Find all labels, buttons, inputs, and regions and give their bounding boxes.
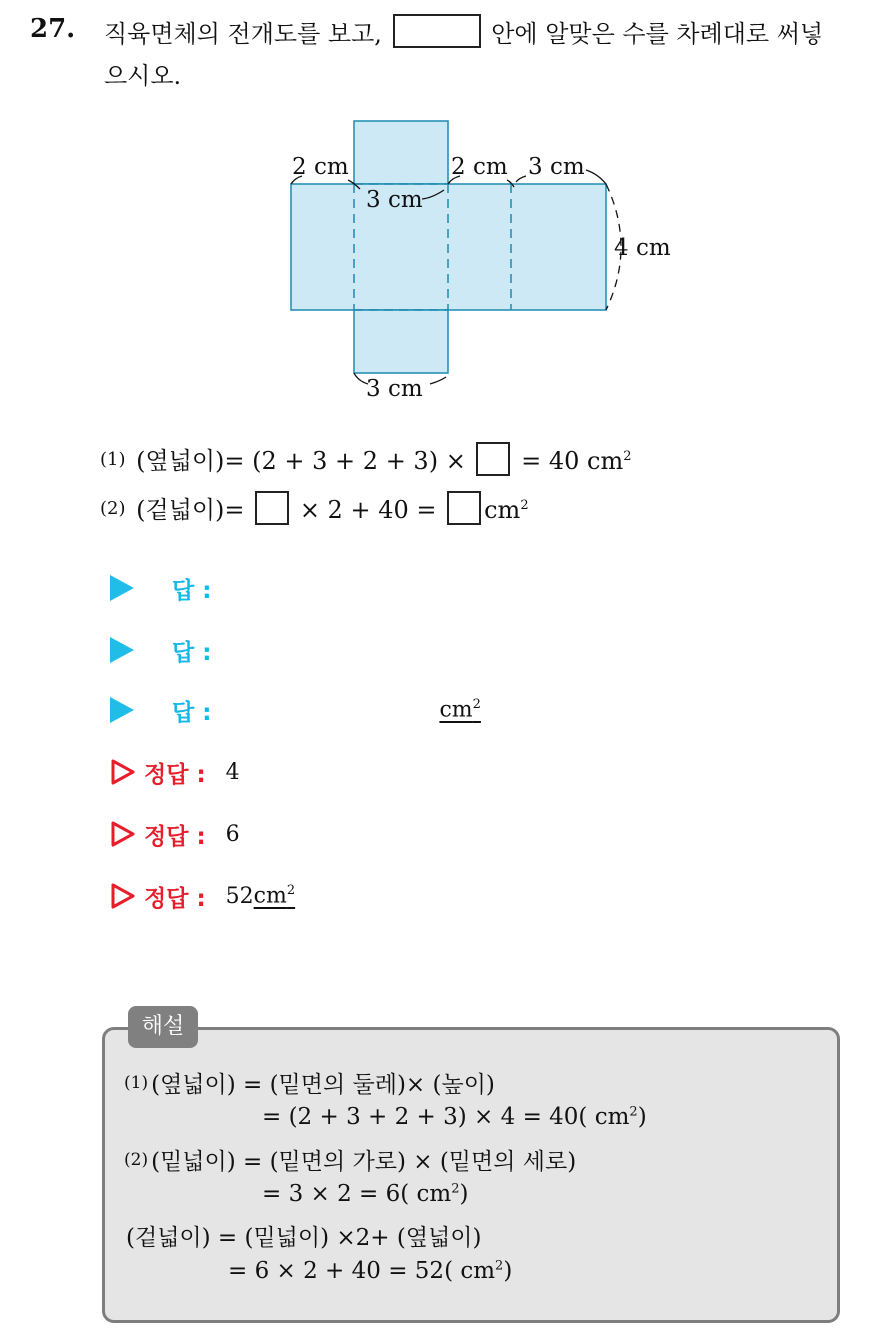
solution-label: 정답 :	[144, 761, 206, 788]
label-top-mid: 3 cm	[366, 187, 423, 213]
explanation-line-1: (1) (옆넓이) = (밑면의 둘레)× (높이)	[124, 1072, 495, 1098]
cuboid-net-figure	[270, 110, 690, 410]
label-top-left: 2 cm	[292, 154, 349, 180]
play-triangle-icon	[110, 697, 134, 723]
sub-question-2-text: (겉넓이)=	[136, 496, 245, 524]
answer-label: 답 :	[172, 699, 212, 726]
net-face-top	[354, 121, 448, 184]
question-text-part1: 직육면체의 전개도를 보고,	[104, 20, 382, 48]
answer-label: 답 :	[172, 639, 212, 666]
solution-unit: $cm^2$	[253, 883, 296, 909]
blank-box-icon	[476, 442, 510, 476]
solution-row-1	[110, 752, 240, 792]
label-right: 4 cm	[614, 235, 671, 261]
answer-unit: $cm^2$	[439, 697, 481, 723]
solution-value: 6	[225, 821, 240, 847]
question-number: 27.	[30, 14, 76, 44]
answer-row-2[interactable]	[110, 630, 211, 670]
sub-question-1-sup: 2	[623, 449, 632, 464]
explanation-tag: 해설	[128, 1006, 198, 1048]
sub-question-1-number: (1)	[100, 449, 126, 470]
sub-question-1-text: (옆넓이)= (2 + 3 + 2 + 3) ×	[136, 447, 466, 475]
outline-triangle-icon	[110, 759, 136, 785]
answer-label: 답 :	[172, 577, 212, 604]
solution-value: 4	[225, 759, 240, 785]
play-triangle-icon	[110, 637, 134, 663]
solution-row-3	[110, 876, 295, 916]
explanation-line-6: = 6 × 2 + 40 = 52( $cm^2$)	[228, 1258, 513, 1284]
question-text	[104, 14, 823, 49]
explanation-line-5: (겉넓이) = (밑넓이) ×2+ (옆넓이)	[126, 1225, 482, 1251]
explanation-line-3: (2) (밑넓이) = (밑면의 가로) × (밑면의 세로)	[124, 1149, 577, 1175]
blank-box-icon	[255, 491, 289, 525]
blank-box-icon	[447, 491, 481, 525]
label-bottom: 3 cm	[366, 376, 423, 402]
explanation-line-4: = 3 × 2 = 6( $cm^2$)	[262, 1181, 469, 1207]
solution-label: 정답 :	[144, 885, 206, 912]
question-text-line2: 으시오.	[104, 62, 182, 90]
answer-row-1[interactable]	[110, 568, 211, 608]
sub-question-2-unit: cm	[484, 496, 521, 524]
label-top-right2: 3 cm	[528, 154, 585, 180]
label-top-right1: 2 cm	[451, 154, 508, 180]
answer-row-3[interactable]	[110, 690, 481, 730]
solution-label: 정답 :	[144, 823, 206, 850]
outline-triangle-icon	[110, 883, 136, 909]
sub-question-2	[100, 490, 529, 525]
solution-value: 52	[225, 883, 254, 909]
sub-question-2-sup: 2	[520, 498, 529, 513]
sub-question-1	[100, 441, 631, 476]
sub-question-2-number: (2)	[100, 498, 126, 519]
solution-row-2	[110, 814, 240, 854]
blank-box-icon	[393, 14, 481, 48]
outline-triangle-icon	[110, 821, 136, 847]
play-triangle-icon	[110, 575, 134, 601]
net-face-bottom	[354, 310, 448, 373]
sub-question-2-mid: × 2 + 40 =	[299, 496, 437, 524]
explanation-line-2: = (2 + 3 + 2 + 3) × 4 = 40( $cm^2$)	[262, 1104, 647, 1130]
question-text-part2: 안에 알맞은 수를 차례대로 써넣	[491, 20, 824, 48]
sub-question-1-result: = 40 cm	[521, 447, 624, 475]
